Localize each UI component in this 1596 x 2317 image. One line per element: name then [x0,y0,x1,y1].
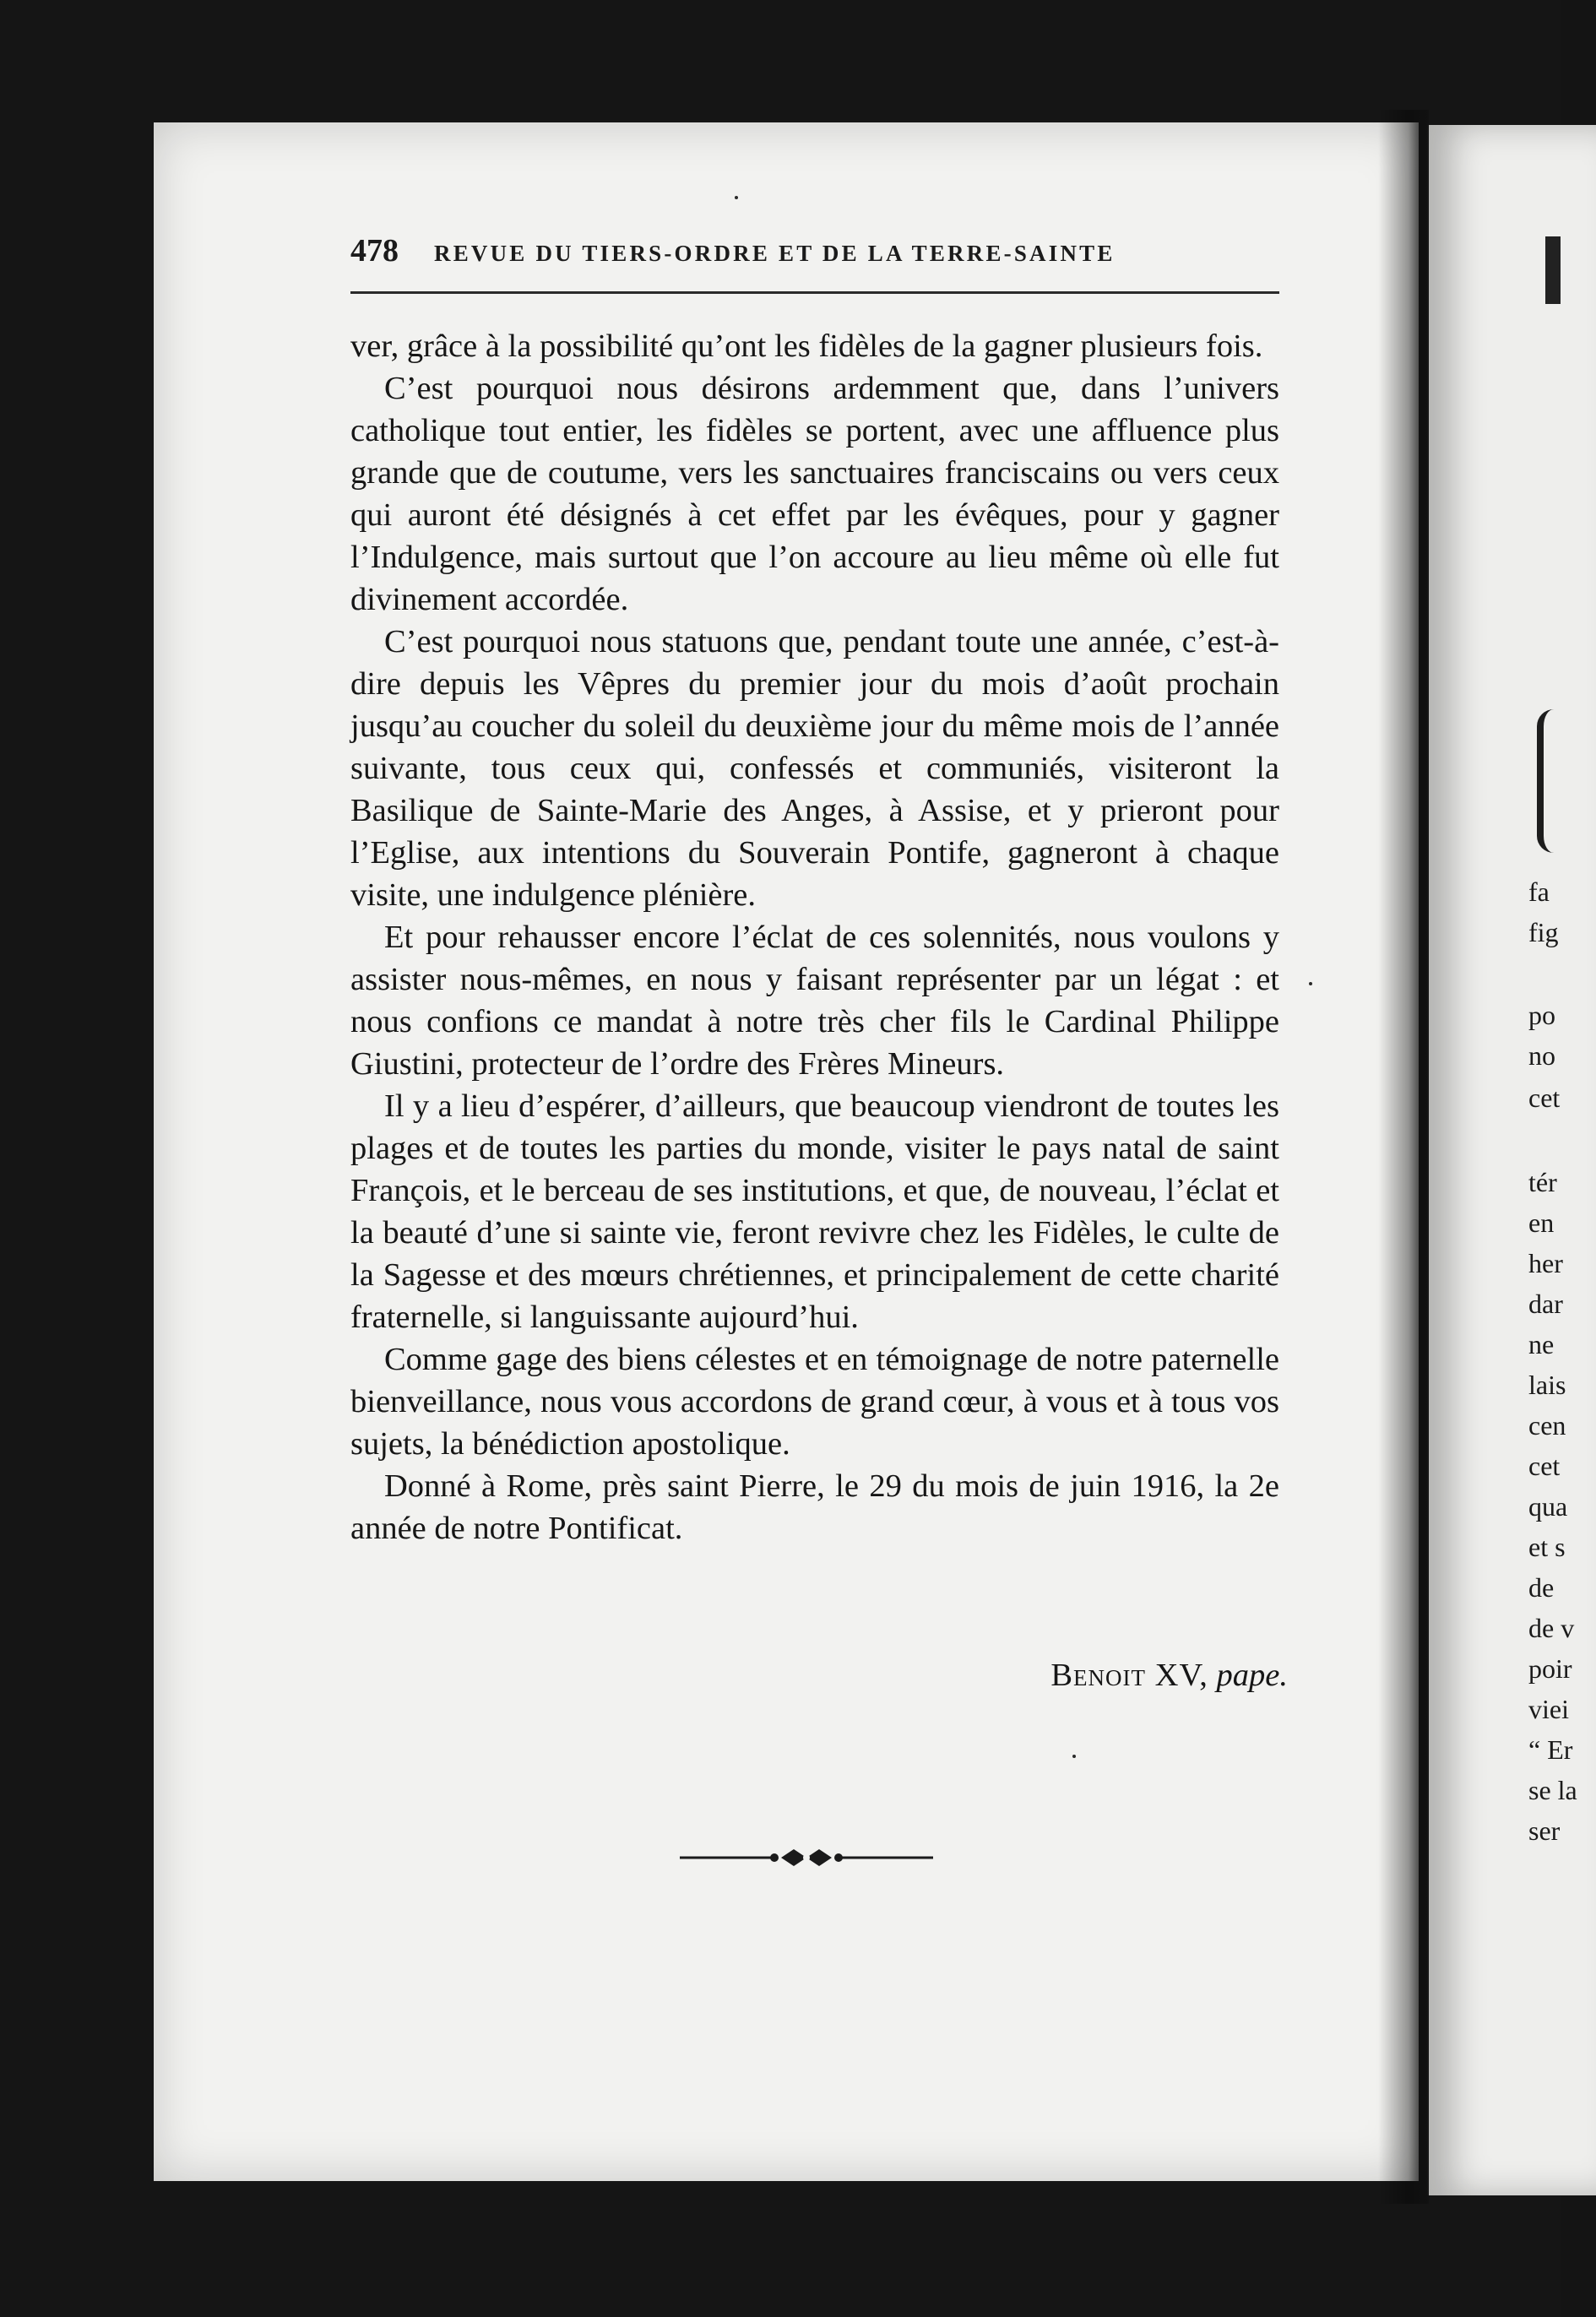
facing-page-line: cen [1528,1410,1566,1441]
facing-page-header-mark [1545,236,1561,304]
facing-page-line: po [1528,1000,1555,1030]
header-rule [350,291,1279,294]
facing-page-line: en [1528,1207,1555,1238]
facing-page-line: ser [1528,1815,1561,1846]
running-head [350,232,1279,269]
facing-page-line: dar [1528,1289,1563,1319]
paragraph: ver, grâce à la possibilité qu’ont les fidèles de la gagner plusieurs fois. [350,328,1263,364]
signature-name: Benoit XV, [1050,1658,1208,1693]
facing-page-line: fa [1528,876,1550,907]
scan-speck [1309,982,1312,985]
facing-page-line: lais [1528,1370,1566,1400]
facing-page-line: fig [1528,917,1559,947]
article-body [350,325,1279,1549]
signature-title: pape. [1216,1658,1288,1693]
facing-page [1427,125,1596,2195]
facing-page-line: cet [1528,1451,1561,1481]
facing-page-line: her [1528,1248,1563,1278]
facing-page-line: qua [1528,1491,1568,1522]
facing-page-line: no [1528,1040,1555,1071]
paragraph: C’est pourquoi nous statuons que, pendant toute une année, c’est-à-dire depuis les Vêpres du premier jour du mois d’août prochain jusqu’au coucher du soleil du deuxième jour du même mois de l’année suivante, tous ceux qui, confessés et communiés, visiteront la Basilique de Sainte-Marie des Anges, à Assise, et y prieront pour l’Eglise, aux intentions du Souverain Pontife, gagneront à chaque visite, une indulgence plénière. [350,624,1279,913]
paragraph: Donné à Rome, près saint Pierre, le 29 du mois de juin 1916, la 2e année de notre Pontificat. [350,1468,1279,1546]
paragraph: Comme gage des biens célestes et en témoignage de notre paternelle bienveillance, nous vous accordons de grand cœur, à vous et à tous vos sujets, la bénédiction apostolique. [350,1342,1279,1462]
scan-speck [1072,1755,1076,1758]
facing-page-line: tér [1528,1167,1557,1197]
facing-page-line: cet [1528,1083,1561,1113]
facing-page-line: ne [1528,1329,1555,1359]
facing-page-line: poir [1528,1653,1572,1684]
paragraph: Et pour rehausser encore l’éclat de ces solennités, nous voulons y assister nous-mêmes, en nous y faisant représenter par un légat : et nous confions ce mandat à notre très cher fils le Cardinal Philippe Giustini, protecteur de l’ordre des Frères Mineurs. [350,920,1279,1082]
page-number: 478 [350,233,399,269]
scan-speck [735,196,738,199]
paragraph: Il y a lieu d’espérer, d’ailleurs, que beaucoup viendront de toutes les plages et de toutes les parties du monde, visiter le pays natal de saint François, et le berceau de ses institutions, et que, de nouveau, l’éclat et la beauté d’une si sainte vie, feront revivre chez les Fidèles, le culte de la Sagesse et des mœurs chrétiennes, et principalement de cette charité fraternelle, si languissante aujourd’hui. [350,1088,1279,1335]
facing-page-line: viei [1528,1694,1569,1724]
facing-page-line: “ Er [1528,1734,1573,1765]
facing-page-line: et s [1528,1532,1566,1562]
signature [350,1657,1288,1694]
book-gutter [1378,110,1429,2204]
facing-page-line: de v [1528,1613,1575,1643]
facing-page-line: de [1528,1572,1555,1603]
paragraph: C’est pourquoi nous désirons ardemment que, dans l’univers catholique tout entier, les fidèles se portent, avec une affluence plus grande que de coutume, vers les sanctuaires franciscains ou vers ceux qui auront été désignés à cet effet par les évêques, pour y gagner l’Indulgence, mais surtout que l’on accoure au lieu même où elle fut divinement accordée. [350,371,1279,617]
journal-title: REVUE DU TIERS-ORDRE ET DE LA TERRE-SAINTE [434,241,1116,266]
facing-page-line: se la [1528,1775,1577,1805]
end-ornament-icon [680,1841,933,1875]
facing-page-drop-cap-ornament [1537,709,1577,853]
